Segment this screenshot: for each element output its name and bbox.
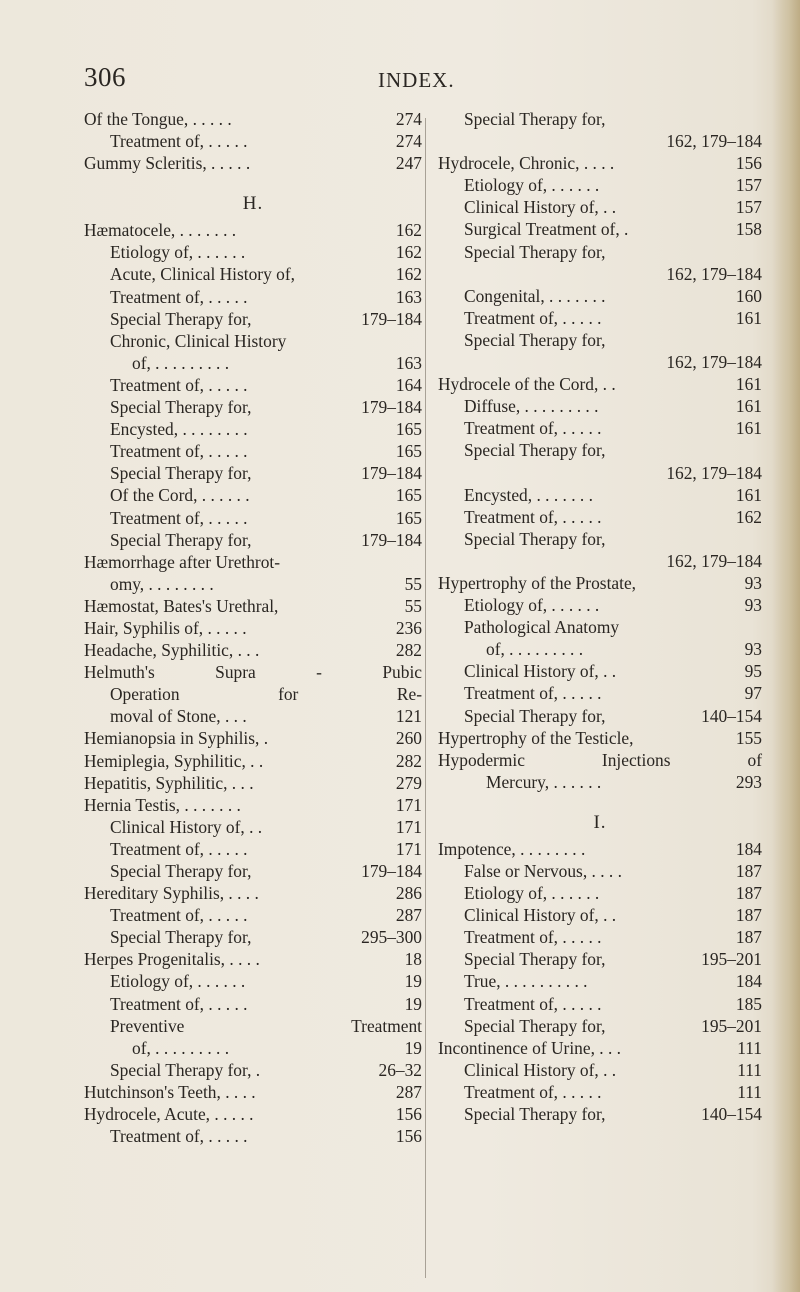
entry-page-ref: 185 xyxy=(735,993,762,1014)
entry-term: Special Therapy for, xyxy=(110,529,252,550)
entry-term: Congenital, . . . . . . . xyxy=(464,285,606,306)
entry-term: Special Therapy for, xyxy=(464,949,606,970)
entry-page-ref: 95 xyxy=(744,661,762,682)
entry-page-ref: 155 xyxy=(735,727,762,748)
entry-page-ref: 157 xyxy=(735,175,762,196)
entry-term: Herpes Progenitalis, . . . . xyxy=(84,949,260,970)
entry-page-ref: 282 xyxy=(395,750,422,771)
index-entry xyxy=(438,241,762,263)
index-entry xyxy=(84,219,422,241)
entry-page-ref: 93 xyxy=(744,595,762,616)
index-entry xyxy=(84,308,422,330)
entry-page-ref: 162, 179–184 xyxy=(666,352,762,373)
entry-page-ref: 165 xyxy=(395,441,422,462)
index-entry xyxy=(438,1037,762,1059)
entry-term: Hydrocele, Chronic, . . . . xyxy=(438,153,615,174)
index-entry xyxy=(84,794,422,816)
entry-term: Hæmatocele, . . . . . . . xyxy=(84,220,237,241)
entry-page-ref: 274 xyxy=(395,109,422,129)
index-entry xyxy=(84,993,422,1015)
entry-page-ref: 184 xyxy=(735,971,762,992)
entry-term: Clinical History of, . . xyxy=(464,197,617,218)
entry-term: Operation for Re- xyxy=(110,684,422,705)
entry-term: Special Therapy for, xyxy=(464,1104,606,1125)
index-entry xyxy=(438,196,762,218)
entry-page-ref: 247 xyxy=(395,153,422,174)
entry-term: Special Therapy for, xyxy=(110,463,252,484)
entry-term: omy, . . . . . . . . xyxy=(110,573,214,594)
entry-term: Incontinence of Urine, . . . xyxy=(438,1037,622,1058)
entry-term: False or Nervous, . . . . xyxy=(464,861,622,881)
index-entry xyxy=(438,174,762,196)
entry-term: Treatment of, . . . . . xyxy=(110,441,248,462)
index-entry xyxy=(438,218,762,240)
section-letter: H. xyxy=(242,193,264,215)
entry-page-ref: 236 xyxy=(395,617,422,638)
entry-page-ref: 161 xyxy=(735,307,762,328)
entry-page-ref: 171 xyxy=(395,816,422,837)
index-entry xyxy=(438,1081,762,1103)
entry-term: Treatment of, . . . . . xyxy=(110,286,248,307)
index-entry xyxy=(438,550,762,572)
entry-term: Special Therapy for, xyxy=(464,440,606,461)
entry-term: Hypertrophy of the Prostate, xyxy=(438,572,637,593)
index-entry xyxy=(84,772,422,794)
entry-page-ref: 165 xyxy=(395,485,422,506)
entry-page-ref: 165 xyxy=(395,507,422,528)
index-entry xyxy=(84,241,422,263)
page-number: 306 xyxy=(84,62,126,92)
entry-term: Hernia Testis, . . . . . . . xyxy=(84,794,241,815)
entry-page-ref: 156 xyxy=(395,1126,422,1147)
index-entry xyxy=(438,838,762,860)
entry-term: Treatment of, . . . . . xyxy=(464,307,602,328)
entry-term: Special Therapy for, xyxy=(110,397,252,418)
index-entry xyxy=(84,352,422,374)
index-entry xyxy=(438,484,762,506)
index-entry xyxy=(438,882,762,904)
index-entry xyxy=(438,152,762,174)
index-entry xyxy=(84,705,422,727)
index-column-right xyxy=(438,108,762,1125)
entry-term: True, . . . . . . . . . . xyxy=(464,971,588,992)
entry-term: Hepatitis, Syphilitic, . . . xyxy=(84,772,254,793)
entry-page-ref: 282 xyxy=(395,640,422,661)
index-entry xyxy=(84,462,422,484)
index-entry xyxy=(438,528,762,550)
entry-page-ref: 162, 179–184 xyxy=(666,131,762,152)
index-entry xyxy=(84,374,422,396)
entry-page-ref: 93 xyxy=(744,572,762,593)
entry-term: Of the Cord, . . . . . . xyxy=(110,485,250,506)
entry-page-ref: 187 xyxy=(735,905,762,926)
entry-page-ref: 111 xyxy=(737,1037,762,1058)
entry-page-ref: 156 xyxy=(395,1104,422,1125)
entry-term: Etiology of, . . . . . . xyxy=(464,595,600,616)
entry-term: Clinical History of, . . xyxy=(464,661,617,682)
index-entry xyxy=(84,1059,422,1081)
entry-term: moval of Stone, . . . xyxy=(110,706,247,727)
entry-page-ref: 179–184 xyxy=(361,308,422,329)
entry-page-ref: 19 xyxy=(404,1037,422,1058)
index-entry xyxy=(84,926,422,948)
index-entry xyxy=(438,727,762,749)
index-entry xyxy=(84,1125,422,1147)
entry-page-ref: 55 xyxy=(404,595,422,616)
index-entry xyxy=(438,638,762,660)
entry-page-ref: 187 xyxy=(735,927,762,948)
page-edge-shadow xyxy=(772,0,800,1292)
index-entry xyxy=(84,838,422,860)
entry-page-ref: 111 xyxy=(737,1081,762,1102)
entry-term: Clinical History of, . . xyxy=(110,816,263,837)
entry-page-ref: 163 xyxy=(395,352,422,373)
index-entry xyxy=(84,529,422,551)
index-entry xyxy=(84,882,422,904)
entry-page-ref: 161 xyxy=(735,374,762,395)
index-entry xyxy=(438,926,762,948)
entry-page-ref: 164 xyxy=(395,374,422,395)
entry-page-ref: 162 xyxy=(395,264,422,285)
entry-page-ref: 55 xyxy=(404,573,422,594)
index-entry xyxy=(438,329,762,351)
entry-page-ref: 187 xyxy=(735,861,762,881)
entry-page-ref: 161 xyxy=(735,484,762,505)
entry-term: Etiology of, . . . . . . xyxy=(464,883,600,904)
entry-term: Treatment of, . . . . . xyxy=(110,838,248,859)
index-entry xyxy=(438,285,762,307)
entry-term: Hemianopsia in Syphilis, . xyxy=(84,728,269,749)
index-entry xyxy=(438,860,762,882)
index-entry xyxy=(438,594,762,616)
entry-term: Hydrocele, Acute, . . . . . xyxy=(84,1104,254,1125)
entry-page-ref: 287 xyxy=(395,905,422,926)
index-entry xyxy=(438,373,762,395)
entry-page-ref: 162 xyxy=(395,220,422,241)
entry-page-ref: 161 xyxy=(735,418,762,439)
entry-page-ref: 179–184 xyxy=(361,861,422,881)
entry-term: Treatment of, . . . . . xyxy=(110,905,248,926)
index-entry xyxy=(438,417,762,439)
index-entry xyxy=(84,1081,422,1103)
index-entry xyxy=(84,551,422,573)
index-entry xyxy=(84,484,422,506)
entry-term: Special Therapy for, xyxy=(110,861,252,881)
entry-page-ref: 260 xyxy=(395,728,422,749)
entry-page-ref: 140–154 xyxy=(701,705,762,726)
entry-page-ref: 140–154 xyxy=(701,1104,762,1125)
entry-term: of, . . . . . . . . . xyxy=(132,1037,230,1058)
entry-term: Special Therapy for, xyxy=(110,308,252,329)
index-entry xyxy=(84,286,422,308)
entry-term: Hæmorrhage after Urethrot- xyxy=(84,551,281,572)
entry-term: Helmuth's Supra - Pubic xyxy=(84,662,422,683)
index-entry xyxy=(84,970,422,992)
index-entry xyxy=(438,948,762,970)
entry-page-ref: 279 xyxy=(395,772,422,793)
entry-term: Treatment of, . . . . . xyxy=(110,1126,248,1147)
entry-page-ref: 157 xyxy=(735,197,762,218)
entry-term: Of the Tongue, . . . . . xyxy=(84,109,232,129)
index-entry xyxy=(84,683,422,705)
entry-term: Treatment of, . . . . . xyxy=(464,927,602,948)
entry-page-ref: 179–184 xyxy=(361,529,422,550)
index-entry xyxy=(438,130,762,152)
entry-page-ref: 111 xyxy=(737,1059,762,1080)
entry-page-ref: 161 xyxy=(735,396,762,417)
entry-term: Clinical History of, . . xyxy=(464,1059,617,1080)
index-entry xyxy=(84,440,422,462)
entry-term: Mercury, . . . . . . xyxy=(486,771,602,792)
entry-term: Treatment of, . . . . . xyxy=(110,993,248,1014)
index-entry xyxy=(84,108,422,130)
entry-page-ref: 195–201 xyxy=(701,949,762,970)
entry-term: Hemiplegia, Syphilitic, . . xyxy=(84,750,264,771)
index-entry xyxy=(84,617,422,639)
index-entry xyxy=(84,595,422,617)
entry-term: Treatment of, . . . . . xyxy=(464,993,602,1014)
entry-term: Pathological Anatomy xyxy=(464,617,620,638)
entry-term: Etiology of, . . . . . . xyxy=(464,175,600,196)
entry-page-ref: 18 xyxy=(404,949,422,970)
entry-term: Treatment of, . . . . . xyxy=(110,374,248,395)
entry-page-ref: 165 xyxy=(395,419,422,440)
entry-page-ref: 293 xyxy=(735,771,762,792)
index-entry xyxy=(438,660,762,682)
entry-term: Hutchinson's Teeth, . . . . xyxy=(84,1081,256,1102)
index-entry xyxy=(84,130,422,152)
entry-page-ref: 287 xyxy=(395,1081,422,1102)
entry-term: Diffuse, . . . . . . . . . xyxy=(464,396,599,417)
running-head: INDEX. xyxy=(378,68,455,92)
entry-page-ref: 295–300 xyxy=(361,927,422,948)
entry-page-ref: 19 xyxy=(404,993,422,1014)
entry-term: Surgical Treatment of, . xyxy=(464,219,629,240)
entry-page-ref: 163 xyxy=(395,286,422,307)
entry-term: Treatment of, . . . . . xyxy=(464,506,602,527)
entry-page-ref: 160 xyxy=(735,285,762,306)
entry-term: Hypodermic Injections of xyxy=(438,749,762,770)
entry-page-ref: 171 xyxy=(395,838,422,859)
index-entry xyxy=(438,439,762,461)
index-entry xyxy=(84,573,422,595)
entry-term: Etiology of, . . . . . . xyxy=(110,971,246,992)
index-entry xyxy=(84,904,422,926)
entry-term: Acute, Clinical History of, xyxy=(110,264,295,285)
entry-page-ref: 171 xyxy=(395,794,422,815)
entry-page-ref: 158 xyxy=(735,219,762,240)
entry-term: Special Therapy for, xyxy=(464,241,606,262)
index-entry xyxy=(438,263,762,285)
entry-page-ref: 187 xyxy=(735,883,762,904)
page-header xyxy=(0,62,800,102)
entry-term: Etiology of, . . . . . . xyxy=(110,242,246,263)
index-entry xyxy=(84,860,422,882)
entry-term: Encysted, . . . . . . . xyxy=(464,484,593,505)
entry-term: Chronic, Clinical History xyxy=(110,330,287,351)
index-entry xyxy=(84,948,422,970)
entry-page-ref: 162 xyxy=(395,242,422,263)
entry-term: Hypertrophy of the Testicle, xyxy=(438,727,634,748)
index-entry xyxy=(438,970,762,992)
index-entry xyxy=(438,771,762,793)
entry-page-ref: 162 xyxy=(735,506,762,527)
index-entry xyxy=(84,750,422,772)
index-entry xyxy=(438,506,762,528)
section-letter: I. xyxy=(593,811,607,833)
column-divider xyxy=(425,118,426,1278)
entry-term: Treatment of, . . . . . xyxy=(110,507,248,528)
index-entry xyxy=(438,395,762,417)
entry-term: Treatment of, . . . . . xyxy=(110,131,248,152)
entry-page-ref: 26–32 xyxy=(378,1059,422,1080)
entry-term: of, . . . . . . . . . xyxy=(486,639,584,660)
index-entry xyxy=(438,616,762,638)
index-entry xyxy=(84,816,422,838)
index-entry xyxy=(84,639,422,661)
index-entry xyxy=(84,1037,422,1059)
entry-page-ref: 121 xyxy=(395,706,422,727)
entry-term: Treatment of, . . . . . xyxy=(464,418,602,439)
index-entry xyxy=(84,330,422,352)
index-entry xyxy=(84,396,422,418)
entry-page-ref: 179–184 xyxy=(361,463,422,484)
entry-term: Treatment of, . . . . . xyxy=(464,683,602,704)
entry-page-ref: 179–184 xyxy=(361,397,422,418)
entry-term: Special Therapy for, xyxy=(464,705,606,726)
entry-term: Hereditary Syphilis, . . . . xyxy=(84,883,259,904)
entry-term: Treatment of, . . . . . xyxy=(464,1081,602,1102)
index-entry xyxy=(438,351,762,373)
entry-page-ref: 162, 179–184 xyxy=(666,550,762,571)
index-entry xyxy=(438,307,762,329)
entry-page-ref: 97 xyxy=(744,683,762,704)
index-entry xyxy=(438,682,762,704)
entry-page-ref: 195–201 xyxy=(701,1015,762,1036)
index-entry xyxy=(438,1015,762,1037)
entry-term: Hydrocele of the Cord, . . xyxy=(438,374,616,395)
index-column-left xyxy=(84,108,422,1147)
entry-term: Special Therapy for, xyxy=(464,1015,606,1036)
entry-page-ref: 286 xyxy=(395,883,422,904)
index-entry xyxy=(438,1103,762,1125)
entry-term: Preventive Treatment xyxy=(110,1015,422,1036)
index-entry xyxy=(84,263,422,285)
entry-term: Encysted, . . . . . . . . xyxy=(110,419,248,440)
entry-term: of, . . . . . . . . . xyxy=(132,352,230,373)
entry-term: Special Therapy for, xyxy=(464,528,606,549)
entry-page-ref: 162, 179–184 xyxy=(666,462,762,483)
entry-term: Gummy Scleritis, . . . . . xyxy=(84,153,251,174)
entry-page-ref: 19 xyxy=(404,971,422,992)
index-entry xyxy=(84,1015,422,1037)
index-entry xyxy=(84,507,422,529)
index-entry xyxy=(438,993,762,1015)
entry-term: Special Therapy for, xyxy=(464,329,606,350)
index-entry xyxy=(84,152,422,174)
entry-page-ref: 93 xyxy=(744,639,762,660)
entry-term: Clinical History of, . . xyxy=(464,905,617,926)
entry-term: Hæmostat, Bates's Urethral, xyxy=(84,595,279,616)
index-entry xyxy=(84,661,422,683)
entry-term: Impotence, . . . . . . . . xyxy=(438,838,586,859)
entry-page-ref: 156 xyxy=(735,153,762,174)
index-entry xyxy=(438,108,762,130)
entry-page-ref: 274 xyxy=(395,131,422,152)
entry-term: Special Therapy for, xyxy=(110,927,252,948)
index-entry xyxy=(84,727,422,749)
index-entry xyxy=(84,1103,422,1125)
index-entry xyxy=(438,705,762,727)
entry-page-ref: 162, 179–184 xyxy=(666,263,762,284)
entry-term: Headache, Syphilitic, . . . xyxy=(84,640,260,661)
index-entry xyxy=(438,572,762,594)
entry-term: Hair, Syphilis of, . . . . . xyxy=(84,617,247,638)
index-entry xyxy=(84,418,422,440)
entry-term: Special Therapy for, xyxy=(464,109,606,129)
entry-page-ref: 184 xyxy=(735,838,762,859)
index-entry xyxy=(438,462,762,484)
index-entry xyxy=(438,749,762,771)
entry-term: Special Therapy for, . xyxy=(110,1059,261,1080)
index-entry xyxy=(438,904,762,926)
index-entry xyxy=(438,1059,762,1081)
